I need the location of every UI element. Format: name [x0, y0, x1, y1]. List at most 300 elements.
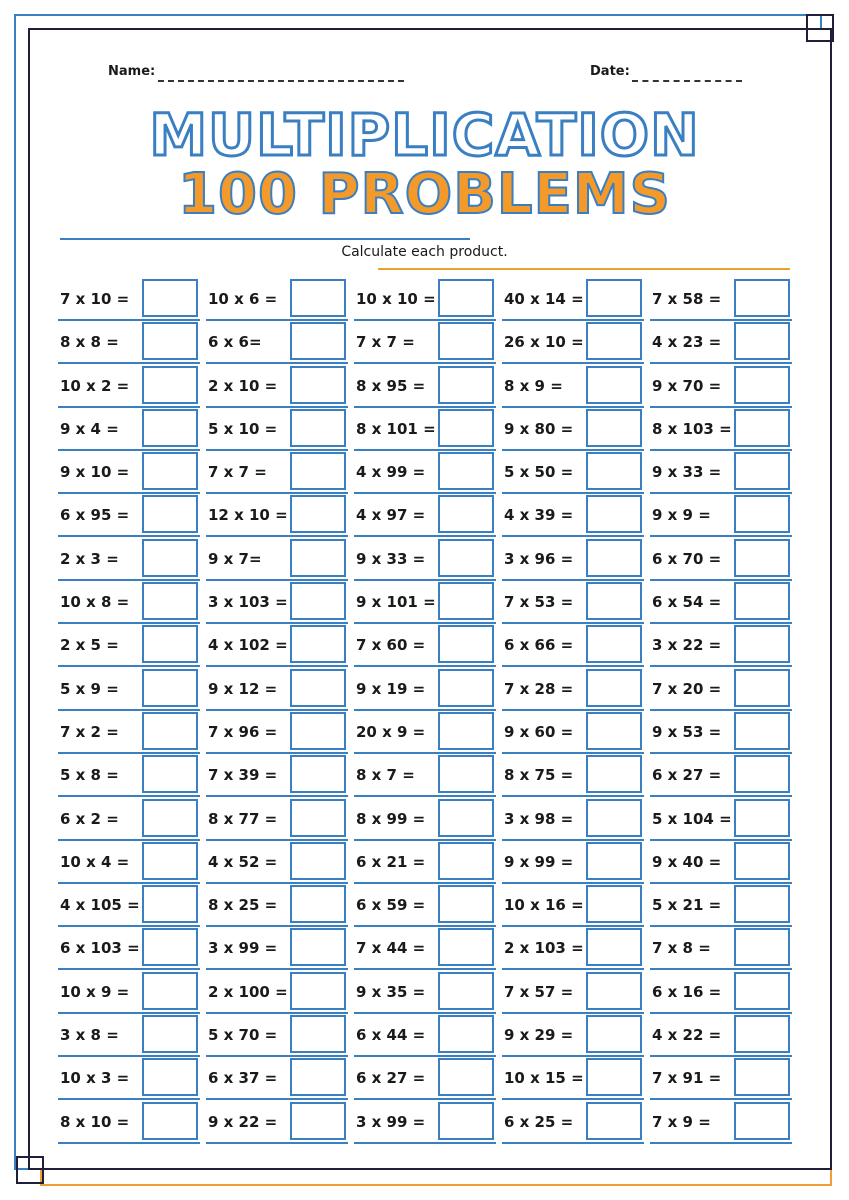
problem-text: 4 x 39 = — [504, 506, 574, 525]
problem-underline — [354, 449, 496, 451]
answer-box[interactable] — [142, 625, 198, 663]
problem-row — [58, 928, 798, 971]
problem-cell — [354, 322, 496, 362]
problem-cell — [58, 972, 200, 1012]
answer-box[interactable] — [290, 1015, 346, 1053]
answer-box[interactable] — [438, 799, 494, 837]
answer-box[interactable] — [290, 972, 346, 1010]
problem-text: 6 x 37 = — [208, 1069, 278, 1088]
problem-cell — [206, 279, 348, 319]
answer-box[interactable] — [290, 712, 346, 750]
problem-text: 6 x 59 = — [356, 896, 426, 915]
problem-cell — [354, 625, 496, 665]
answer-box[interactable] — [734, 495, 790, 533]
problem-cell — [502, 755, 644, 795]
answer-box[interactable] — [586, 885, 642, 923]
answer-box[interactable] — [734, 452, 790, 490]
problem-underline — [502, 362, 644, 364]
answer-box[interactable] — [142, 842, 198, 880]
problem-underline — [650, 925, 792, 927]
problem-cell — [354, 928, 496, 968]
answer-box[interactable] — [290, 452, 346, 490]
answer-box[interactable] — [734, 669, 790, 707]
answer-box[interactable] — [290, 495, 346, 533]
problem-row — [58, 755, 798, 798]
answer-box[interactable] — [142, 972, 198, 1010]
problem-underline — [354, 622, 496, 624]
answer-box[interactable] — [586, 539, 642, 577]
problem-cell — [650, 799, 792, 839]
problem-text: 9 x 19 = — [356, 679, 426, 698]
problem-text: 4 x 105 = — [60, 896, 140, 915]
answer-box[interactable] — [290, 1058, 346, 1096]
answer-box[interactable] — [438, 928, 494, 966]
answer-box[interactable] — [734, 625, 790, 663]
problem-text: 6 x 70 = — [652, 549, 722, 568]
problem-cell — [58, 799, 200, 839]
problem-underline — [502, 1142, 644, 1144]
answer-box[interactable] — [142, 1102, 198, 1140]
answer-box[interactable] — [438, 279, 494, 317]
answer-box[interactable] — [438, 842, 494, 880]
problem-text: 7 x 10 = — [60, 290, 130, 308]
problem-underline — [650, 449, 792, 451]
problem-cell — [58, 842, 200, 882]
problem-cell — [58, 409, 200, 449]
problem-text: 6 x 21 = — [356, 852, 426, 871]
answer-box[interactable] — [734, 972, 790, 1010]
problem-row — [58, 322, 798, 365]
problem-cell — [354, 755, 496, 795]
answer-box[interactable] — [734, 842, 790, 880]
problem-cell — [354, 842, 496, 882]
problem-text: 7 x 91 = — [652, 1069, 722, 1088]
problem-cell — [650, 279, 792, 319]
problem-text: 9 x 80 = — [504, 419, 574, 438]
problem-cell — [502, 539, 644, 579]
problem-underline — [502, 839, 644, 841]
answer-box[interactable] — [142, 539, 198, 577]
problem-underline — [354, 752, 496, 754]
problem-text: 9 x 12 = — [208, 679, 278, 698]
problem-text: 9 x 53 = — [652, 722, 722, 741]
answer-box[interactable] — [142, 452, 198, 490]
problem-cell — [650, 972, 792, 1012]
problem-text: 7 x 7 = — [356, 333, 415, 352]
problem-underline — [206, 1098, 348, 1100]
problem-underline — [502, 535, 644, 537]
answer-box[interactable] — [734, 928, 790, 966]
problem-text: 10 x 9 = — [60, 982, 130, 1001]
problem-underline — [58, 665, 200, 667]
answer-box[interactable] — [586, 409, 642, 447]
answer-box[interactable] — [586, 495, 642, 533]
problem-cell — [650, 755, 792, 795]
answer-box[interactable] — [142, 755, 198, 793]
answer-box[interactable] — [586, 842, 642, 880]
problem-cell — [502, 279, 644, 319]
problem-text: 6 x 66 = — [504, 636, 574, 655]
problem-grid — [58, 279, 798, 1145]
problem-cell — [650, 1015, 792, 1055]
problem-cell — [502, 582, 644, 622]
problem-text: 9 x 101 = — [356, 593, 436, 612]
problem-cell — [650, 495, 792, 535]
answer-box[interactable] — [734, 409, 790, 447]
answer-box[interactable] — [586, 972, 642, 1010]
problem-row — [58, 452, 798, 495]
problem-text: 9 x 9 = — [652, 506, 711, 525]
problem-cell — [206, 799, 348, 839]
problem-underline — [206, 925, 348, 927]
answer-box[interactable] — [734, 322, 790, 360]
problem-underline — [206, 622, 348, 624]
problem-cell — [206, 539, 348, 579]
problem-text: 8 x 10 = — [60, 1112, 130, 1131]
problem-row — [58, 669, 798, 712]
answer-box[interactable] — [438, 539, 494, 577]
problem-cell — [58, 1102, 200, 1142]
answer-box[interactable] — [586, 712, 642, 750]
problem-underline — [502, 925, 644, 927]
problem-underline — [650, 968, 792, 970]
answer-box[interactable] — [586, 1102, 642, 1140]
problem-cell — [354, 799, 496, 839]
problem-text: 10 x 10 = — [356, 290, 436, 308]
problem-text: 7 x 7 = — [208, 463, 267, 482]
problem-text: 7 x 9 = — [652, 1112, 711, 1131]
answer-box[interactable] — [438, 495, 494, 533]
problem-text: 6 x 103 = — [60, 939, 140, 958]
problem-text: 2 x 100 = — [208, 982, 288, 1001]
problem-cell — [58, 669, 200, 709]
problem-cell — [650, 712, 792, 752]
problem-text: 9 x 33 = — [356, 549, 426, 568]
problem-underline — [206, 839, 348, 841]
problem-text: 10 x 6 = — [208, 290, 278, 308]
answer-box[interactable] — [586, 322, 642, 360]
corner-square-bottom-left — [16, 1156, 44, 1184]
problem-underline — [650, 622, 792, 624]
problem-underline — [650, 795, 792, 797]
answer-box[interactable] — [586, 1015, 642, 1053]
problem-underline — [650, 535, 792, 537]
problem-underline — [502, 795, 644, 797]
answer-box[interactable] — [734, 755, 790, 793]
problem-cell — [206, 669, 348, 709]
answer-box[interactable] — [586, 669, 642, 707]
problem-cell — [206, 842, 348, 882]
answer-box[interactable] — [142, 582, 198, 620]
date-label: Date: — [590, 64, 630, 79]
problem-underline — [354, 1012, 496, 1014]
problem-cell — [206, 452, 348, 492]
answer-box[interactable] — [586, 928, 642, 966]
problem-cell — [354, 452, 496, 492]
problem-text: 8 x 25 = — [208, 896, 278, 915]
answer-box[interactable] — [438, 452, 494, 490]
problem-underline — [58, 492, 200, 494]
problem-underline — [650, 665, 792, 667]
problem-cell — [650, 1058, 792, 1098]
problem-underline — [206, 362, 348, 364]
answer-box[interactable] — [142, 885, 198, 923]
answer-box[interactable] — [142, 928, 198, 966]
answer-box[interactable] — [734, 799, 790, 837]
answer-box[interactable] — [586, 755, 642, 793]
problem-row — [58, 366, 798, 409]
answer-box[interactable] — [586, 452, 642, 490]
problem-underline — [354, 579, 496, 581]
answer-box[interactable] — [734, 885, 790, 923]
problem-cell — [502, 669, 644, 709]
answer-box[interactable] — [586, 799, 642, 837]
problem-row — [58, 1102, 798, 1145]
answer-box[interactable] — [438, 972, 494, 1010]
problem-text: 4 x 97 = — [356, 506, 426, 525]
problem-underline — [354, 709, 496, 711]
answer-box[interactable] — [142, 712, 198, 750]
name-field[interactable] — [158, 80, 404, 82]
problem-cell — [58, 322, 200, 362]
problem-cell — [206, 972, 348, 1012]
problem-cell — [206, 755, 348, 795]
answer-box[interactable] — [438, 712, 494, 750]
problem-underline — [502, 1098, 644, 1100]
problem-text: 2 x 3 = — [60, 549, 119, 568]
problem-cell — [206, 885, 348, 925]
problem-underline — [206, 1055, 348, 1057]
answer-box[interactable] — [734, 279, 790, 317]
problem-underline — [502, 1055, 644, 1057]
answer-box[interactable] — [438, 1015, 494, 1053]
answer-box[interactable] — [586, 1058, 642, 1096]
problem-underline — [206, 752, 348, 754]
problem-text: 5 x 9 = — [60, 679, 119, 698]
problem-text: 5 x 10 = — [208, 419, 278, 438]
problem-text: 40 x 14 = — [504, 290, 584, 308]
problem-cell — [650, 885, 792, 925]
problem-text: 4 x 22 = — [652, 1026, 722, 1045]
problem-underline — [58, 968, 200, 970]
problem-underline — [58, 622, 200, 624]
corner-square-top-right — [806, 14, 834, 42]
problem-underline — [58, 882, 200, 884]
problem-underline — [650, 492, 792, 494]
problem-row — [58, 279, 798, 322]
answer-box[interactable] — [290, 366, 346, 404]
problem-cell — [206, 1058, 348, 1098]
answer-box[interactable] — [734, 539, 790, 577]
answer-box[interactable] — [142, 279, 198, 317]
answer-box[interactable] — [734, 1058, 790, 1096]
problem-cell — [502, 452, 644, 492]
problem-underline — [502, 449, 644, 451]
problem-row — [58, 799, 798, 842]
problem-text: 6 x 95 = — [60, 506, 130, 525]
problem-underline — [650, 839, 792, 841]
problem-text: 9 x 7= — [208, 549, 262, 568]
answer-box[interactable] — [290, 279, 346, 317]
problem-cell — [354, 495, 496, 535]
answer-box[interactable] — [438, 582, 494, 620]
problem-cell — [354, 1058, 496, 1098]
answer-box[interactable] — [290, 842, 346, 880]
problem-text: 7 x 44 = — [356, 939, 426, 958]
problem-cell — [354, 409, 496, 449]
answer-box[interactable] — [142, 495, 198, 533]
problem-cell — [206, 366, 348, 406]
problem-underline — [502, 492, 644, 494]
problem-text: 5 x 104 = — [652, 809, 732, 828]
answer-box[interactable] — [290, 799, 346, 837]
problem-underline — [58, 752, 200, 754]
problem-underline — [502, 1012, 644, 1014]
problem-cell — [58, 1058, 200, 1098]
problem-underline — [58, 839, 200, 841]
problem-cell — [354, 582, 496, 622]
problem-cell — [502, 712, 644, 752]
answer-box[interactable] — [438, 1058, 494, 1096]
problem-cell — [58, 582, 200, 622]
problem-text: 8 x 101 = — [356, 419, 436, 438]
problem-row — [58, 1058, 798, 1101]
answer-box[interactable] — [290, 885, 346, 923]
problem-underline — [206, 882, 348, 884]
problem-underline — [502, 968, 644, 970]
problem-text: 9 x 29 = — [504, 1026, 574, 1045]
problem-underline — [502, 622, 644, 624]
answer-box[interactable] — [290, 322, 346, 360]
answer-box[interactable] — [142, 1058, 198, 1096]
problem-row — [58, 972, 798, 1015]
answer-box[interactable] — [734, 366, 790, 404]
problem-underline — [58, 925, 200, 927]
problem-cell — [206, 712, 348, 752]
answer-box[interactable] — [142, 322, 198, 360]
answer-box[interactable] — [734, 582, 790, 620]
answer-box[interactable] — [290, 928, 346, 966]
problem-cell — [58, 755, 200, 795]
problem-text: 10 x 15 = — [504, 1069, 584, 1088]
problem-text: 4 x 23 = — [652, 333, 722, 352]
answer-box[interactable] — [438, 885, 494, 923]
answer-box[interactable] — [438, 366, 494, 404]
answer-box[interactable] — [142, 366, 198, 404]
answer-box[interactable] — [734, 1015, 790, 1053]
answer-box[interactable] — [438, 669, 494, 707]
problem-cell — [650, 366, 792, 406]
problem-cell — [502, 799, 644, 839]
problem-text: 4 x 99 = — [356, 463, 426, 482]
problem-text: 20 x 9 = — [356, 722, 426, 741]
problem-text: 10 x 4 = — [60, 852, 130, 871]
answer-box[interactable] — [290, 582, 346, 620]
answer-box[interactable] — [438, 322, 494, 360]
problem-cell — [354, 1102, 496, 1142]
problem-text: 4 x 102 = — [208, 636, 288, 655]
answer-box[interactable] — [290, 1102, 346, 1140]
problem-text: 9 x 60 = — [504, 722, 574, 741]
problem-row — [58, 1015, 798, 1058]
date-field[interactable] — [632, 80, 742, 82]
answer-box[interactable] — [142, 409, 198, 447]
problem-underline — [354, 839, 496, 841]
problem-text: 12 x 10 = — [208, 506, 288, 525]
answer-box[interactable] — [438, 1102, 494, 1140]
problem-cell — [502, 972, 644, 1012]
problem-text: 8 x 75 = — [504, 766, 574, 785]
problem-text: 8 x 8 = — [60, 333, 119, 352]
answer-box[interactable] — [586, 279, 642, 317]
problem-underline — [650, 709, 792, 711]
problem-text: 5 x 70 = — [208, 1026, 278, 1045]
answer-box[interactable] — [142, 669, 198, 707]
problem-cell — [206, 322, 348, 362]
problem-cell — [650, 842, 792, 882]
problem-underline — [650, 362, 792, 364]
problem-cell — [502, 1015, 644, 1055]
problem-underline — [354, 535, 496, 537]
answer-box[interactable] — [586, 582, 642, 620]
answer-box[interactable] — [438, 409, 494, 447]
problem-cell — [58, 279, 200, 319]
problem-underline — [206, 795, 348, 797]
problem-text: 2 x 5 = — [60, 636, 119, 655]
problem-underline — [58, 1142, 200, 1144]
answer-box[interactable] — [290, 625, 346, 663]
problem-underline — [354, 882, 496, 884]
problem-underline — [502, 882, 644, 884]
problem-cell — [650, 409, 792, 449]
answer-box[interactable] — [290, 669, 346, 707]
answer-box[interactable] — [586, 366, 642, 404]
problem-cell — [502, 885, 644, 925]
answer-box[interactable] — [734, 712, 790, 750]
answer-box[interactable] — [586, 625, 642, 663]
answer-box[interactable] — [142, 1015, 198, 1053]
problem-text: 6 x 16 = — [652, 982, 722, 1001]
problem-underline — [58, 795, 200, 797]
problem-underline — [206, 709, 348, 711]
divider-orange — [378, 268, 790, 270]
answer-box[interactable] — [142, 799, 198, 837]
answer-box[interactable] — [290, 755, 346, 793]
problem-underline — [206, 406, 348, 408]
problem-cell — [58, 625, 200, 665]
problem-text: 8 x 103 = — [652, 419, 732, 438]
problem-text: 6 x 6= — [208, 333, 262, 352]
problem-underline — [58, 406, 200, 408]
answer-box[interactable] — [438, 625, 494, 663]
answer-box[interactable] — [290, 409, 346, 447]
problem-text: 6 x 25 = — [504, 1112, 574, 1131]
problem-underline — [354, 968, 496, 970]
problem-text: 7 x 96 = — [208, 722, 278, 741]
problem-text: 7 x 58 = — [652, 290, 722, 308]
problem-text: 8 x 77 = — [208, 809, 278, 828]
problem-text: 7 x 2 = — [60, 722, 119, 741]
problem-underline — [650, 406, 792, 408]
problem-cell — [650, 669, 792, 709]
problem-underline — [502, 752, 644, 754]
problem-cell — [58, 495, 200, 535]
answer-box[interactable] — [734, 1102, 790, 1140]
problem-text: 3 x 8 = — [60, 1026, 119, 1045]
problem-cell — [206, 625, 348, 665]
answer-box[interactable] — [290, 539, 346, 577]
answer-box[interactable] — [438, 755, 494, 793]
